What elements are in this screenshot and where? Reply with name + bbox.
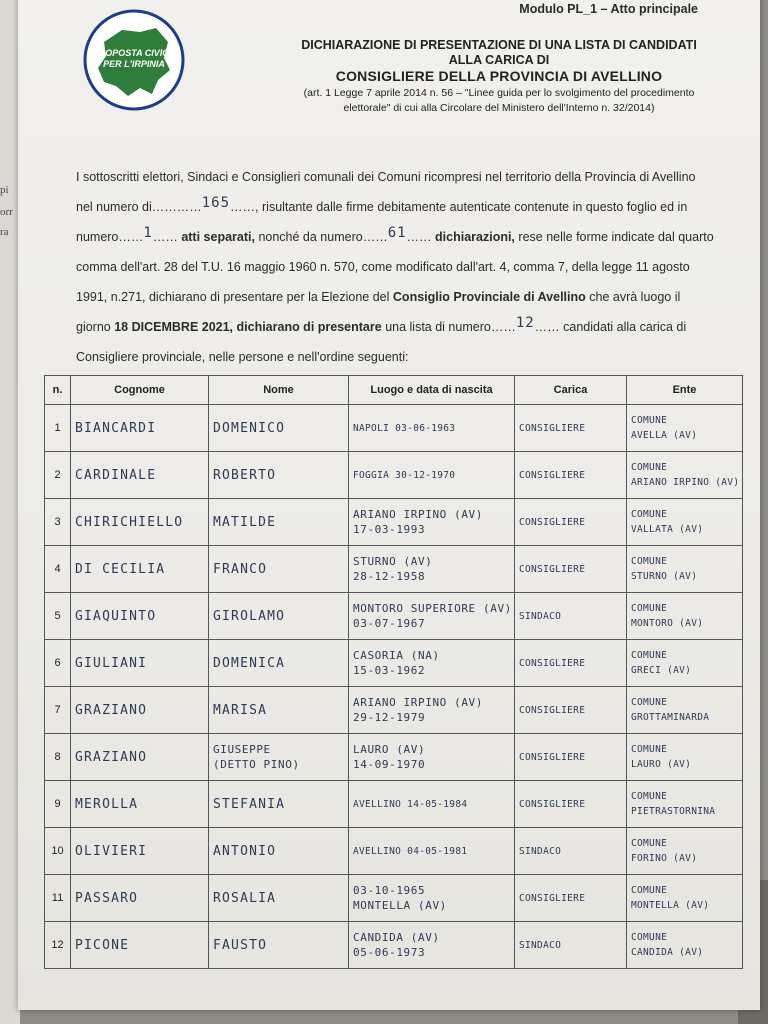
cell-nome <box>209 734 349 781</box>
cell-number: 3 <box>45 499 71 546</box>
cell-number: 12 <box>45 922 71 969</box>
cell-number: 9 <box>45 781 71 828</box>
cell-carica: CONSIGLIERE <box>515 640 627 687</box>
text: nel numero di <box>76 200 152 214</box>
cell-nome: DOMENICO <box>209 405 349 452</box>
text: risultante dalle firme debitamente autenticate contenute in questo foglio ed in <box>262 200 688 214</box>
declaration-line: nel numero di…………165……, risultante dalle firme debitamente autenticate contenute in questo foglio ed in <box>76 192 710 222</box>
cell-nascita-line: AVELLINO 04-05-1981 <box>353 845 468 857</box>
text: 18 DICEMBRE 2021, dichiarano di presentare <box>114 320 382 334</box>
cell-number: 1 <box>45 405 71 452</box>
header-note-line2: elettorale" di cui alla Circolare del Ministero dell'Interno n. 32/2014) <box>343 102 655 114</box>
text: candidati alla carica di <box>563 320 687 334</box>
cell-carica: CONSIGLIERE <box>515 452 627 499</box>
module-label: Modulo PL_1 – Atto principale <box>519 2 698 16</box>
cell-cognome: CARDINALE <box>71 452 209 499</box>
cell-ente-line: COMUNE <box>631 697 668 708</box>
cell-ente-line: COMUNE <box>631 603 668 614</box>
cell-nome: ANTONIO <box>209 828 349 875</box>
cell-ente-line: COMUNE <box>631 744 668 755</box>
cell-nome: GIROLAMO <box>209 593 349 640</box>
declaration-line <box>76 162 710 192</box>
cell-ente-line: MONTELLA (AV) <box>631 900 710 911</box>
cell-nome-line: (DETTO PINO) <box>213 758 300 771</box>
cell-nascita-line: 17-03-1993 <box>353 523 426 536</box>
handwritten-candidates-count: 12 <box>515 315 535 331</box>
cell-number: 6 <box>45 640 71 687</box>
cell-cognome: BIANCARDI <box>71 405 209 452</box>
cell-ente <box>627 405 743 452</box>
cell-nome: FRANCO <box>209 546 349 593</box>
proposta-civica-logo <box>82 8 186 112</box>
table-row <box>45 734 743 781</box>
declaration-line <box>76 252 710 282</box>
cell-carica: CONSIGLIERE <box>515 405 627 452</box>
cell-ente-line: PIETRASTORNINA <box>631 806 716 817</box>
cell-carica: CONSIGLIERE <box>515 546 627 593</box>
cell-number: 5 <box>45 593 71 640</box>
cell-nascita-line: CASORIA (NA) <box>353 649 440 662</box>
table-row <box>45 405 743 452</box>
cell-nascita-line: NAPOLI 03-06-1963 <box>353 422 456 434</box>
cell-carica: CONSIGLIERE <box>515 687 627 734</box>
cell-nascita <box>349 593 515 640</box>
text: nonché da numero <box>258 230 363 244</box>
cell-cognome: DI CECILIA <box>71 546 209 593</box>
cell-carica: SINDACO <box>515 922 627 969</box>
cell-nascita-line: 14-09-1970 <box>353 758 426 771</box>
text: comma dell'art. 28 del T.U. 16 maggio 1960 n. 570, come modificato dall'art. 4, comma 7, della legge 11 agosto <box>76 260 690 274</box>
cell-carica: SINDACO <box>515 828 627 875</box>
cell-nascita-line: CANDIDA (AV) <box>353 931 440 944</box>
table-row <box>45 687 743 734</box>
header-title-line1: DICHIARAZIONE DI PRESENTAZIONE DI UNA LISTA DI CANDIDATI <box>301 38 697 52</box>
cell-ente-line: ARIANO IRPINO (AV) <box>631 477 740 488</box>
cell-number: 2 <box>45 452 71 499</box>
cell-ente-line: AVELLA (AV) <box>631 430 698 441</box>
text: giorno <box>76 320 111 334</box>
cell-cognome: GRAZIANO <box>71 734 209 781</box>
table-row <box>45 828 743 875</box>
cell-ente <box>627 781 743 828</box>
cell-cognome: GRAZIANO <box>71 687 209 734</box>
cell-nascita <box>349 828 515 875</box>
cell-ente-line: COMUNE <box>631 791 668 802</box>
cell-ente <box>627 452 743 499</box>
cell-ente <box>627 828 743 875</box>
col-header-ente: Ente <box>627 376 743 405</box>
cell-nome: ROBERTO <box>209 452 349 499</box>
cell-cognome: GIULIANI <box>71 640 209 687</box>
table-row <box>45 593 743 640</box>
col-header-cognome: Cognome <box>71 376 209 405</box>
cell-nome: ROSALIA <box>209 875 349 922</box>
cell-ente-line: COMUNE <box>631 885 668 896</box>
cell-ente-line: COMUNE <box>631 932 668 943</box>
cell-number: 8 <box>45 734 71 781</box>
cell-nascita-line: 05-06-1973 <box>353 946 426 959</box>
text: una lista di numero <box>385 320 491 334</box>
cell-ente-line: VALLATA (AV) <box>631 524 704 535</box>
cell-ente <box>627 734 743 781</box>
col-header-nome: Nome <box>209 376 349 405</box>
text: 1991, n.271, dichiarano di presentare per la Elezione del <box>76 290 390 304</box>
cell-nome-line: GIUSEPPE <box>213 743 271 756</box>
cell-nascita-line: 03-10-1965 <box>353 884 426 897</box>
table-row <box>45 499 743 546</box>
header-title-line2: ALLA CARICA DI <box>448 53 550 67</box>
col-header-n: n. <box>45 376 71 405</box>
cell-carica: CONSIGLIERE <box>515 734 627 781</box>
cell-nome: STEFANIA <box>209 781 349 828</box>
table-row <box>45 546 743 593</box>
text: numero <box>76 230 119 244</box>
cell-nome: MARISA <box>209 687 349 734</box>
handwritten-separate-acts-count: 1 <box>143 225 153 241</box>
candidates-table-body <box>45 405 743 969</box>
cell-cognome: PASSARO <box>71 875 209 922</box>
cell-ente <box>627 499 743 546</box>
text: dichiarazioni, <box>435 230 515 244</box>
cell-ente-line: STURNO (AV) <box>631 571 698 582</box>
adjacent-page-edge <box>0 0 20 1024</box>
cell-ente <box>627 593 743 640</box>
cell-nome: DOMENICA <box>209 640 349 687</box>
cell-nascita-line: FOGGIA 30-12-1970 <box>353 469 456 481</box>
cell-nome: MATILDE <box>209 499 349 546</box>
cell-carica: CONSIGLIERE <box>515 875 627 922</box>
text: che avrà luogo il <box>589 290 681 304</box>
declaration-line <box>76 282 710 312</box>
cell-ente-line: MONTORO (AV) <box>631 618 704 629</box>
cell-nascita <box>349 781 515 828</box>
cell-ente <box>627 640 743 687</box>
cell-ente <box>627 875 743 922</box>
cell-ente-line: FORINO (AV) <box>631 853 698 864</box>
adjacent-page-text: pi <box>0 184 9 196</box>
declaration-line: giorno 18 DICEMBRE 2021, dichiarano di presentare una lista di numero……12…… candidati alla carica di <box>76 312 710 342</box>
cell-nascita <box>349 875 515 922</box>
text: atti separati, <box>181 230 255 244</box>
cell-ente-line: COMUNE <box>631 462 668 473</box>
cell-ente <box>627 546 743 593</box>
cell-carica: SINDACO <box>515 593 627 640</box>
cell-number: 7 <box>45 687 71 734</box>
cell-nascita-line: 03-07-1967 <box>353 617 426 630</box>
cell-ente-line: GRECI (AV) <box>631 665 692 676</box>
cell-nascita-line: MONTORO SUPERIORE (AV) <box>353 602 512 615</box>
cell-nascita-line: 28-12-1958 <box>353 570 426 583</box>
declaration-line: numero……1…… atti separati, nonché da numero……61…… dichiarazioni, rese nelle forme indicate dal quarto <box>76 222 710 252</box>
col-header-carica: Carica <box>515 376 627 405</box>
cell-ente-line: COMUNE <box>631 509 668 520</box>
cell-nascita-line: ARIANO IRPINO (AV) <box>353 696 484 709</box>
cell-ente-line: GROTTAMINARDA <box>631 712 710 723</box>
cell-ente <box>627 922 743 969</box>
cell-nascita-line: MONTELLA (AV) <box>353 899 447 912</box>
header-note-line1: (art. 1 Legge 7 aprile 2014 n. 56 – "Linee guida per lo svolgimento del procedimento <box>303 87 695 99</box>
cell-nascita-line: 15-03-1962 <box>353 664 426 677</box>
table-row <box>45 875 743 922</box>
logo-text-line1: PROPOSTA CIVICA <box>92 48 176 58</box>
cell-carica: CONSIGLIERE <box>515 781 627 828</box>
table-row <box>45 781 743 828</box>
cell-ente-line: COMUNE <box>631 650 668 661</box>
cell-ente-line: COMUNE <box>631 838 668 849</box>
cell-number: 10 <box>45 828 71 875</box>
cell-cognome: PICONE <box>71 922 209 969</box>
cell-number: 4 <box>45 546 71 593</box>
cell-nome: FAUSTO <box>209 922 349 969</box>
text: Consigliere provinciale, nelle persone e nell'ordine seguenti: <box>76 350 409 364</box>
cell-cognome: OLIVIERI <box>71 828 209 875</box>
handwritten-declarations-count: 61 <box>387 225 407 241</box>
cell-ente-line: COMUNE <box>631 556 668 567</box>
table-row <box>45 452 743 499</box>
text: rese nelle forme indicate dal quarto <box>518 230 714 244</box>
cell-nascita <box>349 687 515 734</box>
cell-number: 11 <box>45 875 71 922</box>
header-title-line3: CONSIGLIERE DELLA PROVINCIA DI AVELLINO <box>335 68 663 84</box>
text: Consiglio Provinciale di Avellino <box>392 290 586 304</box>
logo-text-line2: PER L'IRPINIA <box>103 59 165 69</box>
cell-nascita-line: 29-12-1979 <box>353 711 426 724</box>
cell-nascita-line: AVELLINO 14-05-1984 <box>353 798 468 810</box>
cell-ente-line: LAURO (AV) <box>631 759 692 770</box>
cell-ente <box>627 687 743 734</box>
cell-cognome: CHIRICHIELLO <box>71 499 209 546</box>
cell-nascita <box>349 499 515 546</box>
document-header <box>254 38 744 115</box>
cell-nascita <box>349 734 515 781</box>
cell-ente-line: CANDIDA (AV) <box>631 947 704 958</box>
adjacent-page-text: orr <box>0 206 13 218</box>
cell-cognome: GIAQUINTO <box>71 593 209 640</box>
cell-nascita <box>349 922 515 969</box>
candidates-table <box>44 375 743 969</box>
cell-nascita-line: LAURO (AV) <box>353 743 426 756</box>
cell-cognome: MEROLLA <box>71 781 209 828</box>
cell-nascita <box>349 452 515 499</box>
table-row <box>45 922 743 969</box>
cell-ente-line: COMUNE <box>631 415 668 426</box>
cell-carica: CONSIGLIERE <box>515 499 627 546</box>
adjacent-page-text: ra <box>0 226 9 238</box>
cell-nascita <box>349 546 515 593</box>
declaration-line <box>76 342 710 372</box>
table-header-row <box>45 376 743 405</box>
cell-nascita <box>349 640 515 687</box>
col-header-nascita: Luogo e data di nascita <box>349 376 515 405</box>
cell-nascita-line: STURNO (AV) <box>353 555 433 568</box>
cell-nascita-line: ARIANO IRPINO (AV) <box>353 508 484 521</box>
cell-nascita <box>349 405 515 452</box>
table-row <box>45 640 743 687</box>
text: I sottoscritti elettori, Sindaci e Consiglieri comunali dei Comuni ricompresi nel territorio della Provincia di Avellino <box>76 170 696 184</box>
declaration-text <box>76 162 714 372</box>
handwritten-signatures-count: 165 <box>201 195 231 211</box>
